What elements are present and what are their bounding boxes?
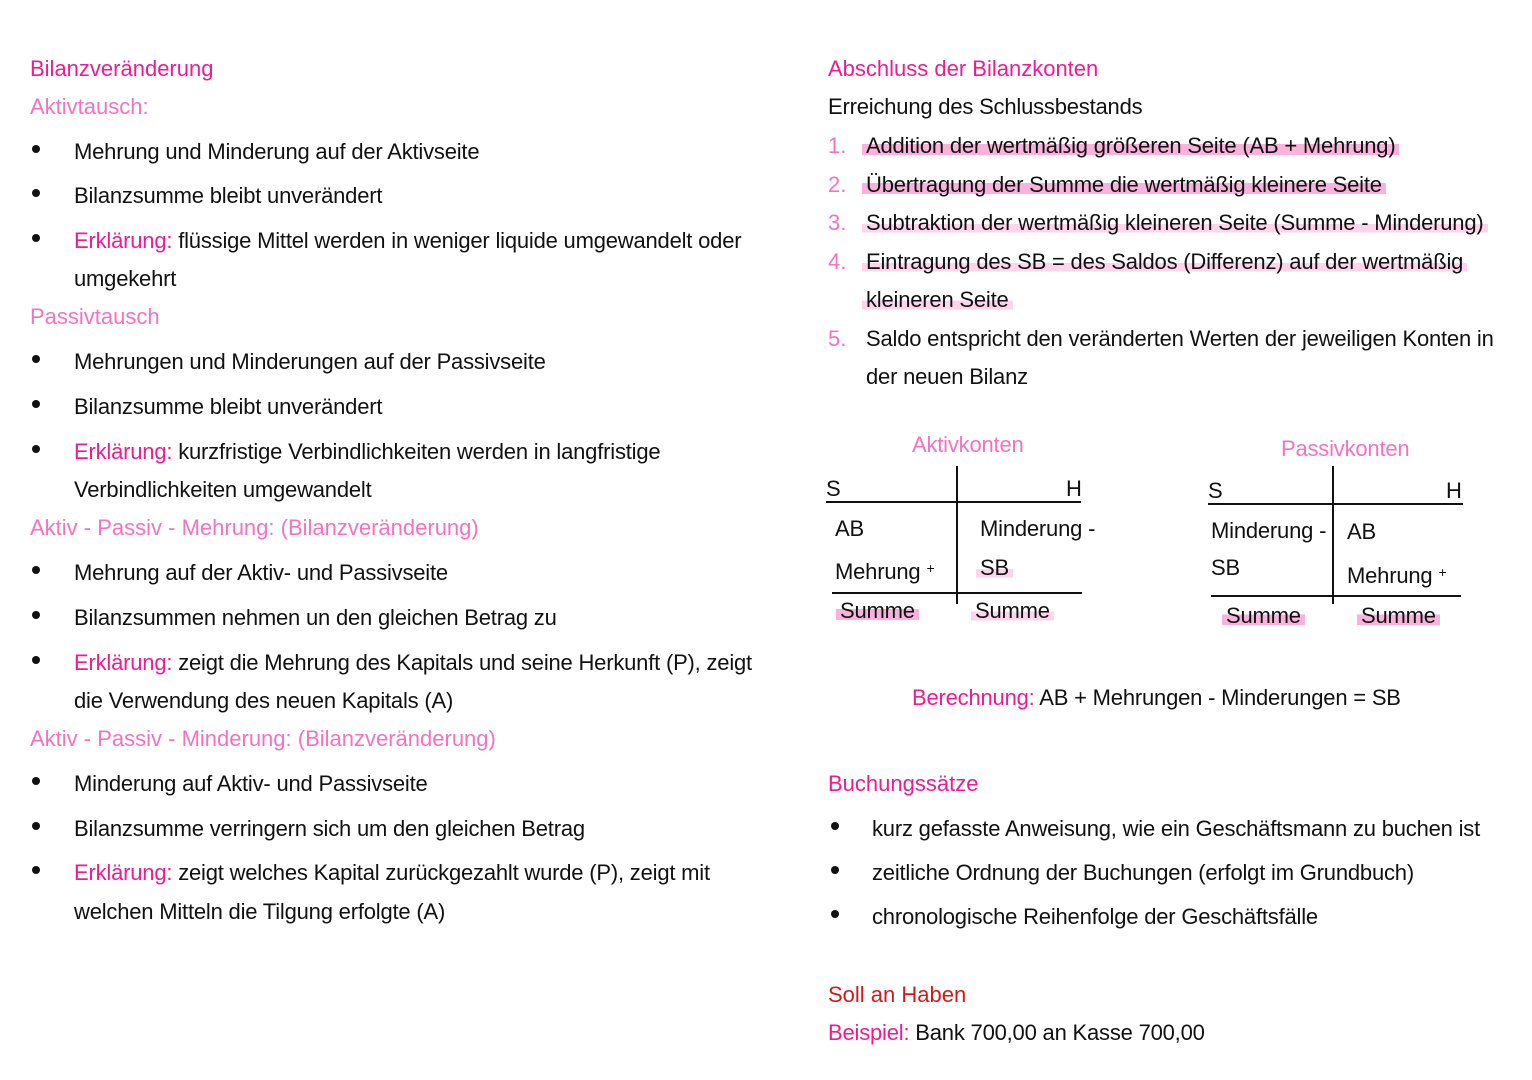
bullet-icon [831, 910, 839, 918]
plus-sign: + [926, 560, 935, 576]
t-account-s-label: S [1208, 478, 1223, 503]
list-item [74, 226, 741, 256]
heading-aktivtausch: Aktivtausch: [30, 94, 149, 119]
list-item: Minderung auf Aktiv- und Passivseite [74, 771, 428, 796]
list-item: Mehrungen und Minderungen auf der Passivseite [74, 349, 546, 374]
list-item: Bilanzsumme bleibt unverändert [74, 183, 383, 208]
bullet-icon [32, 866, 40, 874]
t-account-entry: AB [835, 516, 864, 541]
t-account-sum-line [832, 592, 1082, 594]
minus-sign: - [1088, 516, 1096, 541]
t-account-entry [1211, 516, 1326, 546]
t-account-h-label: H [1066, 476, 1082, 501]
step-text: Saldo entspricht den veränderten Werten der jeweiligen Konten in [866, 326, 1494, 351]
step-text [866, 247, 1463, 277]
erklaerung-label: Erklärung: [74, 650, 173, 675]
list-item [74, 437, 660, 467]
beispiel-label: Beispiel: [828, 1020, 910, 1045]
list-item: Mehrung auf der Aktiv- und Passivseite [74, 560, 448, 585]
step-text-continuation [866, 285, 1009, 315]
bullet-icon [32, 566, 40, 574]
heading-aktiv-passiv-mehrung: Aktiv - Passiv - Mehrung: (Bilanzveränderung) [30, 515, 479, 540]
minus-sign: - [1319, 518, 1327, 543]
t-account-divider [956, 466, 958, 604]
bullet-icon [32, 400, 40, 408]
step-number: 5. [828, 326, 847, 351]
t-account-entry [980, 553, 1009, 583]
list-item [74, 648, 752, 678]
berechnung-label: Berechnung: [912, 685, 1035, 710]
t-account-sum-line [1211, 595, 1461, 597]
erklaerung-label: Erklärung: [74, 228, 173, 253]
list-item-continuation: Verbindlichkeiten umgewandelt [74, 477, 372, 502]
list-item-text: zeigt die Mehrung des Kapitals und seine Herkunft (P), zeigt [178, 650, 752, 675]
list-item: Bilanzsumme verringern sich um den gleichen Betrag [74, 816, 585, 841]
list-item: zeitliche Ordnung der Buchungen (erfolgt im Grundbuch) [872, 860, 1414, 885]
step-number: 4. [828, 249, 847, 274]
section-title: Bilanzveränderung [30, 56, 214, 81]
step-text [866, 131, 1395, 161]
t-account-sum [1361, 601, 1436, 631]
t-account-entry: SB [1211, 555, 1240, 580]
entry-text: Mehrung [1347, 563, 1433, 588]
step-text [866, 208, 1484, 238]
t-account-entry [1347, 557, 1446, 591]
heading-buchungssaetze: Buchungssätze [828, 771, 979, 796]
list-item-continuation: umgekehrt [74, 266, 177, 291]
sum-text: Summe [1357, 603, 1440, 628]
bullet-icon [831, 866, 839, 874]
beispiel-text: Bank 700,00 an Kasse 700,00 [915, 1020, 1205, 1045]
plus-sign: + [1438, 564, 1447, 580]
list-item-continuation: welchen Mitteln die Tilgung erfolgte (A) [74, 899, 446, 924]
step-text-continuation: der neuen Bilanz [866, 364, 1028, 389]
step-number: 1. [828, 133, 847, 158]
step-number: 3. [828, 210, 847, 235]
bullet-icon [32, 355, 40, 363]
section-title: Abschluss der Bilanzkonten [828, 56, 1099, 81]
t-account-title: Aktivkonten [912, 432, 1024, 457]
t-account-top-line [826, 501, 1081, 503]
highlighted-text: Subtraktion der wertmäßig kleineren Seite (Summe - Minderung) [862, 210, 1488, 235]
t-account-sum [975, 596, 1050, 626]
t-account-title: Passivkonten [1281, 436, 1410, 461]
entry-text: Mehrung [835, 559, 921, 584]
list-item: Bilanzsumme bleibt unverändert [74, 394, 383, 419]
sum-text: Summe [1222, 603, 1305, 628]
t-account-h-label: H [1446, 478, 1462, 503]
subtitle: Erreichung des Schlussbestands [828, 94, 1143, 119]
bullet-icon [32, 145, 40, 153]
t-account-sum [840, 596, 915, 626]
highlighted-text: Addition der wertmäßig größeren Seite (AB + Mehrung) [862, 133, 1399, 158]
heading-passivtausch: Passivtausch [30, 304, 160, 329]
list-item [74, 858, 710, 888]
sum-text: Summe [971, 598, 1054, 623]
t-account-sum [1226, 601, 1301, 631]
t-account-entry [980, 514, 1095, 544]
bullet-icon [32, 777, 40, 785]
step-text [866, 170, 1382, 200]
t-account-s-label: S [826, 476, 841, 501]
bullet-icon [32, 822, 40, 830]
erklaerung-label: Erklärung: [74, 860, 173, 885]
bullet-icon [32, 611, 40, 619]
highlighted-text: kleineren Seite [862, 287, 1013, 312]
bullet-icon [32, 189, 40, 197]
bullet-icon [831, 822, 839, 830]
sum-text: Summe [836, 598, 919, 623]
list-item: Mehrung und Minderung auf der Aktivseite [74, 139, 480, 164]
bullet-icon [32, 445, 40, 453]
beispiel-line [828, 1018, 1205, 1048]
t-account-top-line [1208, 503, 1463, 505]
erklaerung-label: Erklärung: [74, 439, 173, 464]
list-item-text: kurzfristige Verbindlichkeiten werden in langfristige [178, 439, 661, 464]
list-item-text: flüssige Mittel werden in weniger liquide umgewandelt oder [178, 228, 742, 253]
entry-text: Minderung [1211, 518, 1314, 543]
list-item: chronologische Reihenfolge der Geschäftsfälle [872, 904, 1318, 929]
formula-text: AB + Mehrungen - Minderungen = SB [1039, 685, 1401, 710]
t-account-entry [835, 553, 934, 587]
step-number: 2. [828, 172, 847, 197]
list-item-text: zeigt welches Kapital zurückgezahlt wurde (P), zeigt mit [178, 860, 710, 885]
list-item: kurz gefasste Anweisung, wie ein Geschäftsmann zu buchen ist [872, 816, 1481, 841]
entry-text: Minderung [980, 516, 1083, 541]
t-account-entry: AB [1347, 519, 1376, 544]
bullet-icon [32, 234, 40, 242]
bullet-icon [32, 656, 40, 664]
highlighted-text: Eintragung des SB = des Saldos (Differenz) auf der wertmäßig [862, 249, 1467, 274]
entry-text: SB [976, 555, 1013, 580]
list-item-continuation: die Verwendung des neuen Kapitals (A) [74, 688, 454, 713]
heading-aktiv-passiv-minderung: Aktiv - Passiv - Minderung: (Bilanzveränderung) [30, 726, 496, 751]
berechnung-formula [912, 683, 1401, 713]
heading-soll-an-haben: Soll an Haben [828, 982, 967, 1007]
list-item: Bilanzsummen nehmen un den gleichen Betrag zu [74, 605, 557, 630]
t-account-divider [1332, 466, 1334, 604]
highlighted-text: Übertragung der Summe die wertmäßig kleinere Seite [862, 172, 1386, 197]
